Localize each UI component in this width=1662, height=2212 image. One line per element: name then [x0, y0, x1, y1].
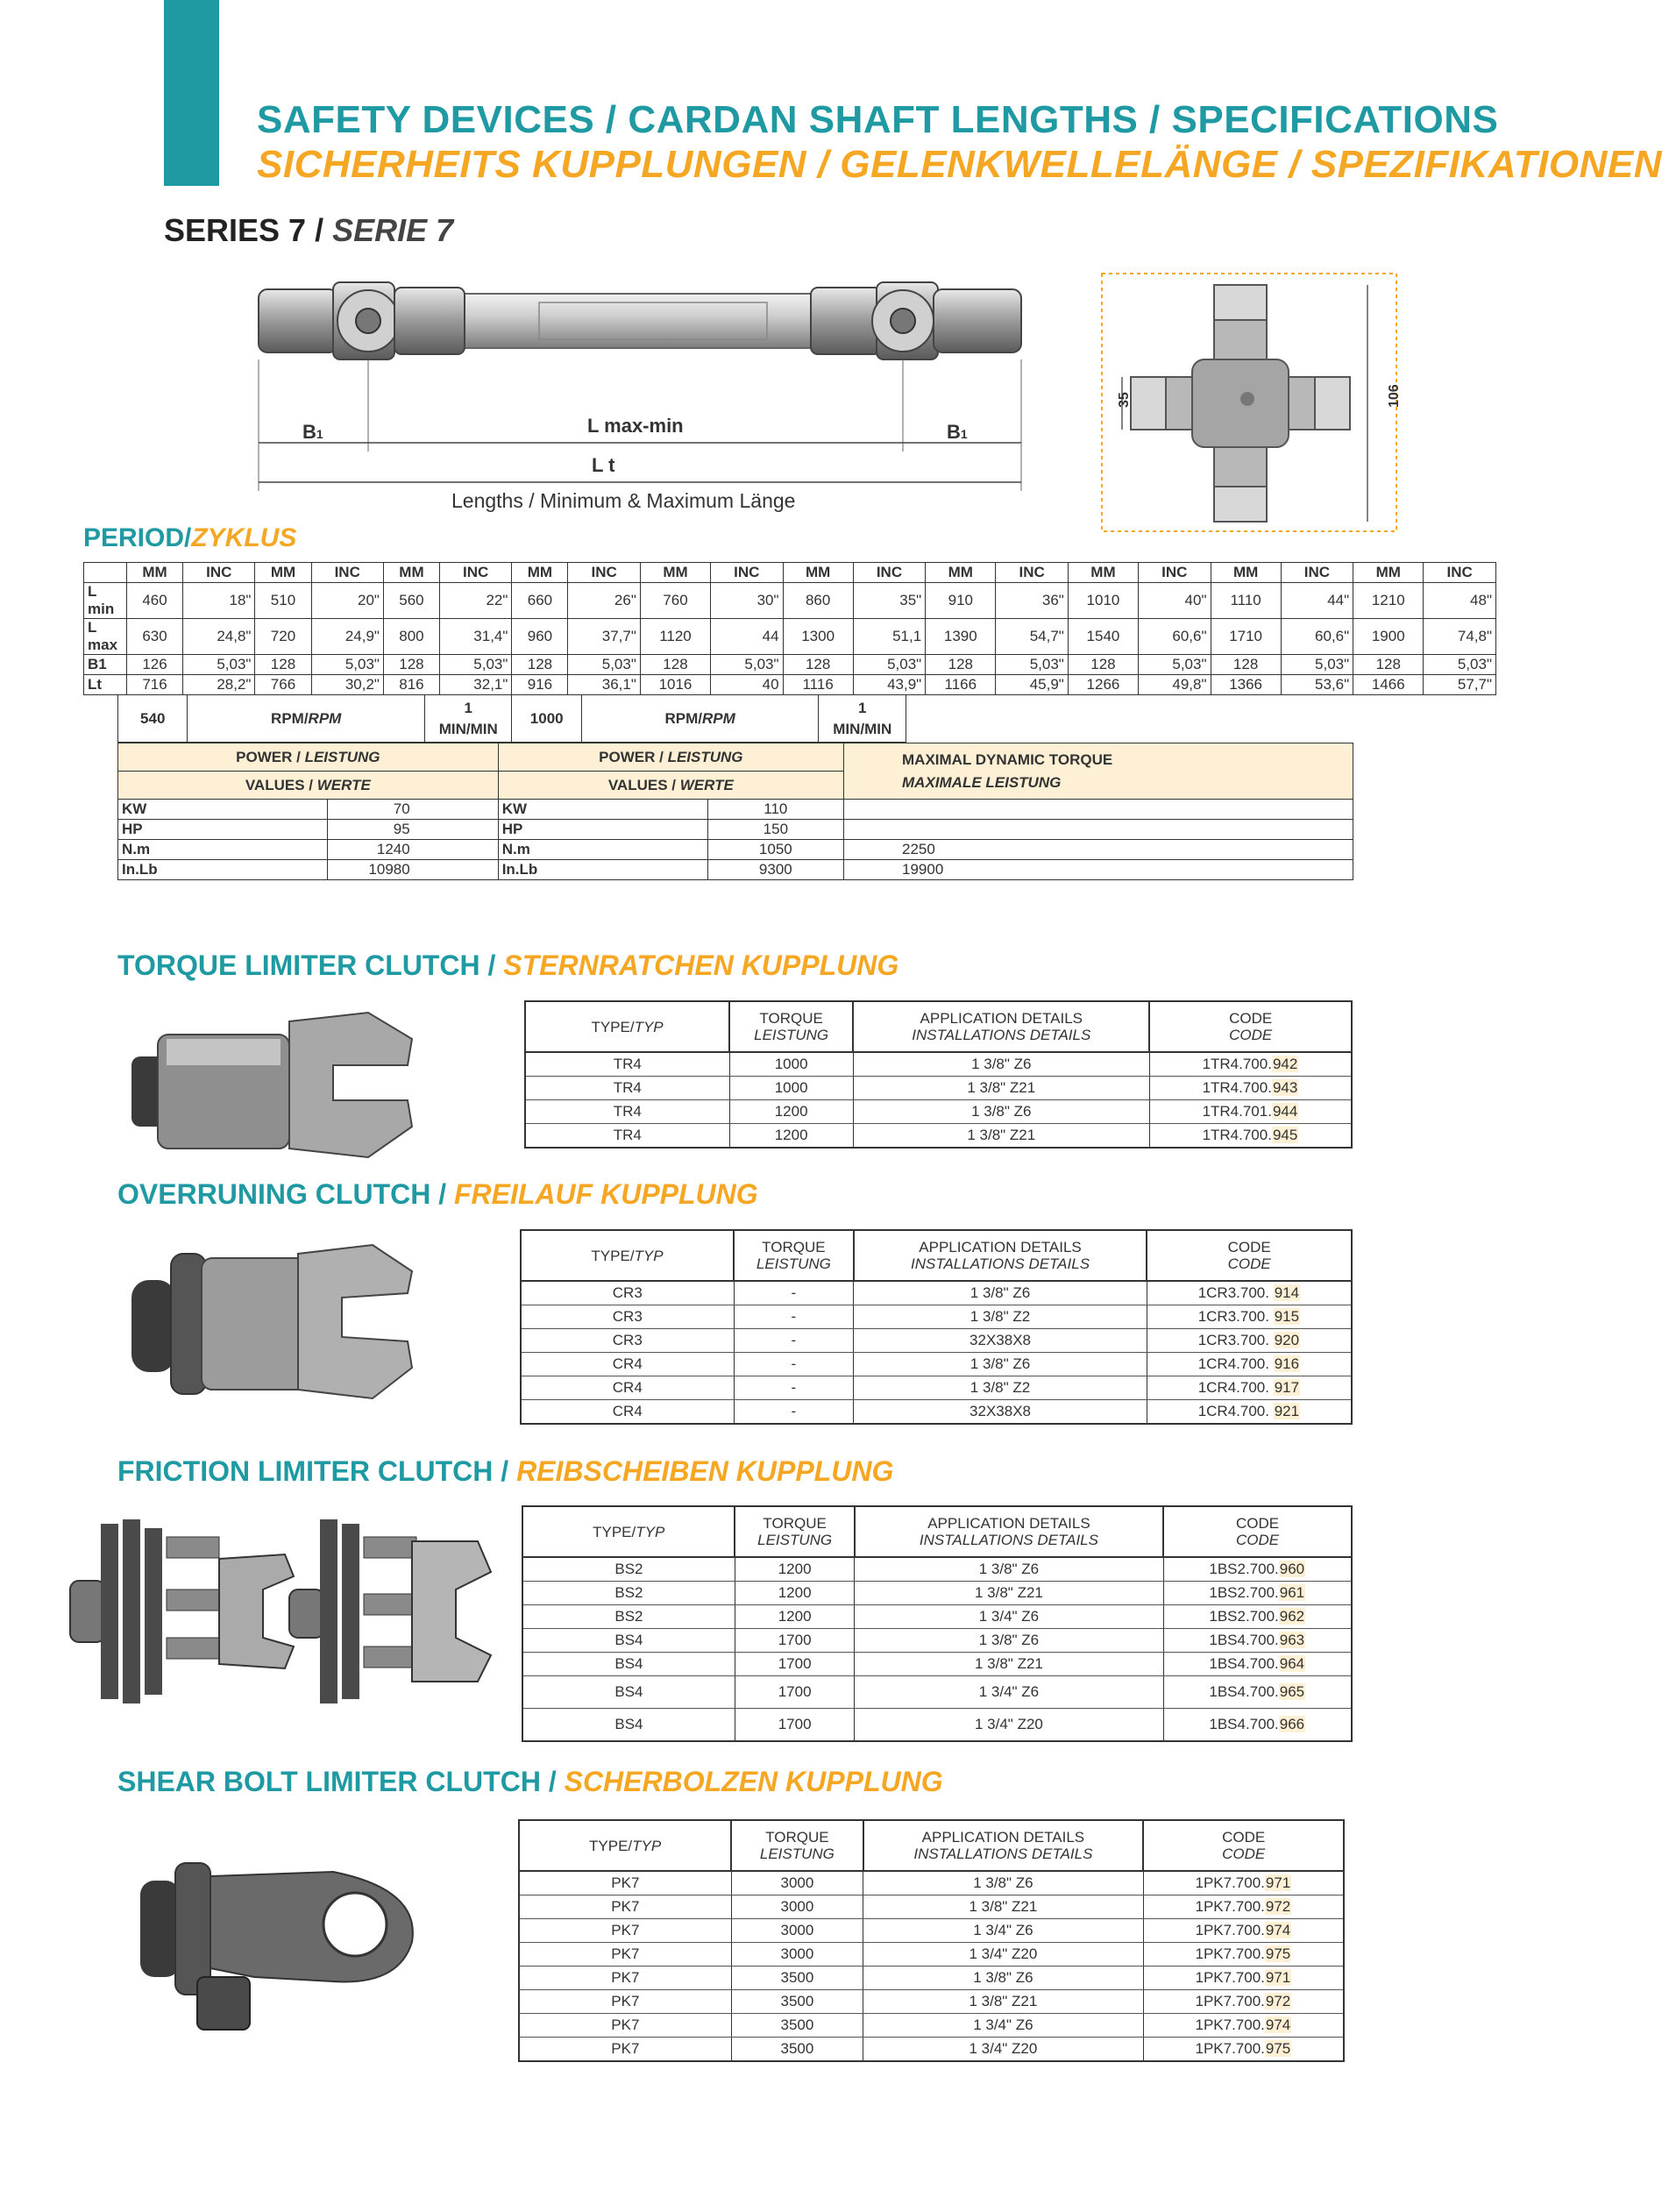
friction-image: [61, 1506, 500, 1717]
table-row: PK7 3000 1 3/4" Z6 1PK7.700.974: [519, 1919, 1344, 1943]
cross-joint-drawing: [1100, 272, 1402, 533]
b1-left-label: B1: [302, 421, 323, 443]
table-row: BS2 1200 1 3/4" Z6 1BS2.700.962: [522, 1605, 1352, 1629]
row-lmin: L min 460 18" 510 20" 560 22" 660 26" 760 30" 860 35" 910 36" 1010 40" 1110 44" 1210 48": [84, 583, 1496, 619]
power-row-inlb: In.Lb 10980 In.Lb 9300 19900: [118, 860, 1353, 880]
table-row: PK7 3000 1 3/8" Z21 1PK7.700.972: [519, 1895, 1344, 1919]
period-title: PERIOD/ZYKLUS: [83, 523, 297, 552]
overrunning-table: TYPE/TYP TORQUE LEISTUNG APPLICATION DETAILS INSTALLATIONS DETAILS CODE CODE CR3 - 1 3/8" Z6 1CR3.700. 914 CR3 - 1 3/8" Z2 1CR3.700. 915 CR3 - 32X38X8 1CR3.700. 920 CR4 - 1 3/8" Z6 1CR4.700. 916 CR4 - 1 3/8" Z2 1CR4.700. 917 CR4 - 32X38X8 1CR4.700. 921: [520, 1229, 1353, 1425]
dim-106: 106: [1387, 384, 1402, 408]
table-row: BS2 1200 1 3/8" Z21 1BS2.700.961: [522, 1582, 1352, 1605]
power-table: POWER / LEISTUNG POWER / LEISTUNG MAXIMAL DYNAMIC TORQUE MAXIMALE LEISTUNG VALUES / WERTE VALUES / WERTE KW 70 KW 110 HP 95 HP 150 N.m 1240 N.m 1050 2250 In.Lb 10980 In.Lb 9300 19900: [117, 743, 1353, 880]
shear-bolt-title: SHEAR BOLT LIMITER CLUTCH / SCHERBOLZEN KUPPLUNG: [117, 1766, 943, 1797]
page-subtitle: SICHERHEITS KUPPLUNGEN / GELENKWELLELÄNGE / SPEZIFIKATIONEN: [257, 143, 1662, 186]
table-row: CR3 - 1 3/8" Z6 1CR3.700. 914: [521, 1281, 1352, 1305]
page-title: SAFETY DEVICES / CARDAN SHAFT LENGTHS / SPECIFICATIONS: [257, 98, 1499, 141]
table-row: PK7 3500 1 3/4" Z20 1PK7.700.975: [519, 2038, 1344, 2062]
table-row: TR4 1200 1 3/8" Z21 1TR4.700.945: [525, 1124, 1352, 1149]
row-lt: Lt 716 28,2" 766 30,2" 816 32,1" 916 36,1" 1016 40 1116 43,9" 1166 45,9" 1266 49,8" 1366 53,6" 1466 57,7": [84, 675, 1496, 695]
table-row: PK7 3500 1 3/8" Z6 1PK7.700.971: [519, 1967, 1344, 1990]
table-row: BS2 1200 1 3/8" Z6 1BS2.700.960: [522, 1557, 1352, 1582]
table-row: TR4 1200 1 3/8" Z6 1TR4.701.944: [525, 1100, 1352, 1124]
b1-right-label: B1: [947, 421, 968, 443]
table-row: PK7 3500 1 3/4" Z6 1PK7.700.974: [519, 2014, 1344, 2038]
table-row: CR4 - 1 3/8" Z2 1CR4.700. 917: [521, 1376, 1352, 1400]
shear-bolt-table: TYPE/TYP TORQUE LEISTUNG APPLICATION DETAILS INSTALLATIONS DETAILS CODE CODE PK7 3000 1 3/8" Z6 1PK7.700.971 PK7 3000 1 3/8" Z21 1PK7.700.972 PK7 3000 1 3/4" Z6 1PK7.700.974 PK7 3000 1 3/4" Z20 1PK7.700.975 PK7 3500 1 3/8" Z6 1PK7.700.971 PK7 3500 1 3/8" Z21 1PK7.700.972 PK7 3500 1 3/4" Z6 1PK7.700.974 PK7 3500 1 3/4" Z20 1PK7.700.975: [518, 1819, 1345, 2062]
torque-limiter-table: TYPE/TYP TORQUE LEISTUNG APPLICATION DETAILS INSTALLATIONS DETAILS CODE CODE TR4 1000 1 3/8" Z6 1TR4.700.942 TR4 1000 1 3/8" Z21 1TR4.700.943 TR4 1200 1 3/8" Z6 1TR4.701.944 TR4 1200 1 3/8" Z21 1TR4.700.945: [524, 1000, 1353, 1149]
table-row: CR3 - 1 3/8" Z2 1CR3.700. 915: [521, 1305, 1352, 1329]
lengths-table: MM INC MM INC MM INC MM INC MM INC MM INC MM INC MM INC MM INC MM INC L min 460 18" 510 20" 560 22" 660 26" 760 30" 860 35" 910 36" 1010 40" 1110 44" 1210 48" L max 630 24,8" 720 24,9" 800 31,4" 960 37,7" 1120 44 1300 51,1 1390 54,7" 1540 60,6" 1710 60,6" 1900 74,8" B1 126 5,03" 128 5,03" 128 5,03" 128 5,03" 128 5,03" 128 5,03" 128 5,03" 128 5,03" 128 5,03" 128 5,03" Lt 716 28,2" 766 30,2" 816 32,1" 916 36,1" 1016 40 1116 43,9" 1166 45,9" 1266 49,8" 1366 53,6" 1466 57,7": [83, 562, 1496, 695]
accent-bar: [164, 0, 219, 186]
table-row: CR3 - 32X38X8 1CR3.700. 920: [521, 1329, 1352, 1353]
table-row: PK7 3000 1 3/4" Z20 1PK7.700.975: [519, 1943, 1344, 1967]
table-row: BS4 1700 1 3/8" Z21 1BS4.700.964: [522, 1653, 1352, 1676]
row-b1: B1 126 5,03" 128 5,03" 128 5,03" 128 5,03" 128 5,03" 128 5,03" 128 5,03" 128 5,03" 128 5,03" 128 5,03": [84, 655, 1496, 675]
torque-limiter-image: [123, 1004, 421, 1170]
dim-35: 35: [1117, 392, 1132, 408]
shear-bolt-image: [131, 1837, 430, 2047]
lt-label: L t: [592, 454, 615, 476]
table-row: PK7 3500 1 3/8" Z21 1PK7.700.972: [519, 1990, 1344, 2014]
diagram-caption: Lengths / Minimum & Maximum Länge: [451, 489, 796, 512]
torque-limiter-title: TORQUE LIMITER CLUTCH / STERNRATCHEN KUPPLUNG: [117, 950, 899, 981]
table-row: TR4 1000 1 3/8" Z6 1TR4.700.942: [525, 1052, 1352, 1077]
friction-table: TYPE/TYP TORQUE LEISTUNG APPLICATION DETAILS INSTALLATIONS DETAILS CODE CODE BS2 1200 1 3/8" Z6 1BS2.700.960 BS2 1200 1 3/8" Z21 1BS2.700.961 BS2 1200 1 3/4" Z6 1BS2.700.962 BS4 1700 1 3/8" Z6 1BS4.700.963 BS4 1700 1 3/8" Z21 1BS4.700.964 BS4 1700 1 3/4" Z6 1BS4.700.965 BS4 1700 1 3/4" Z20 1BS4.700.966: [522, 1505, 1353, 1742]
table-row: BS4 1700 1 3/4" Z20 1BS4.700.966: [522, 1709, 1352, 1742]
power-row-kw: KW 70 KW 110: [118, 800, 1353, 820]
power-row-hp: HP 95 HP 150: [118, 820, 1353, 840]
power-row-nm: N.m 1240 N.m 1050 2250: [118, 840, 1353, 860]
rpm-table: 540 RPM/RPM 1 MIN/MIN 1000 RPM/RPM 1 MIN/MIN: [117, 694, 906, 743]
overrunning-title: OVERRUNING CLUTCH / FREILAUF KUPPLUNG: [117, 1178, 758, 1210]
cardan-shaft-drawing: [250, 263, 1039, 500]
overrunning-image: [123, 1236, 421, 1412]
table-row: CR4 - 1 3/8" Z6 1CR4.700. 916: [521, 1353, 1352, 1376]
series-title: SERIES 7 / SERIE 7: [164, 212, 454, 248]
table-row: BS4 1700 1 3/8" Z6 1BS4.700.963: [522, 1629, 1352, 1653]
row-lmax: L max 630 24,8" 720 24,9" 800 31,4" 960 37,7" 1120 44 1300 51,1 1390 54,7" 1540 60,6" 1710 60,6" 1900 74,8": [84, 619, 1496, 655]
table-row: CR4 - 32X38X8 1CR4.700. 921: [521, 1400, 1352, 1425]
table-row: TR4 1000 1 3/8" Z21 1TR4.700.943: [525, 1077, 1352, 1100]
table-row: PK7 3000 1 3/8" Z6 1PK7.700.971: [519, 1871, 1344, 1895]
friction-title: FRICTION LIMITER CLUTCH / REIBSCHEIBEN KUPPLUNG: [117, 1455, 894, 1487]
lmax-label: L max-min: [587, 415, 684, 437]
table-row: BS4 1700 1 3/4" Z6 1BS4.700.965: [522, 1676, 1352, 1709]
